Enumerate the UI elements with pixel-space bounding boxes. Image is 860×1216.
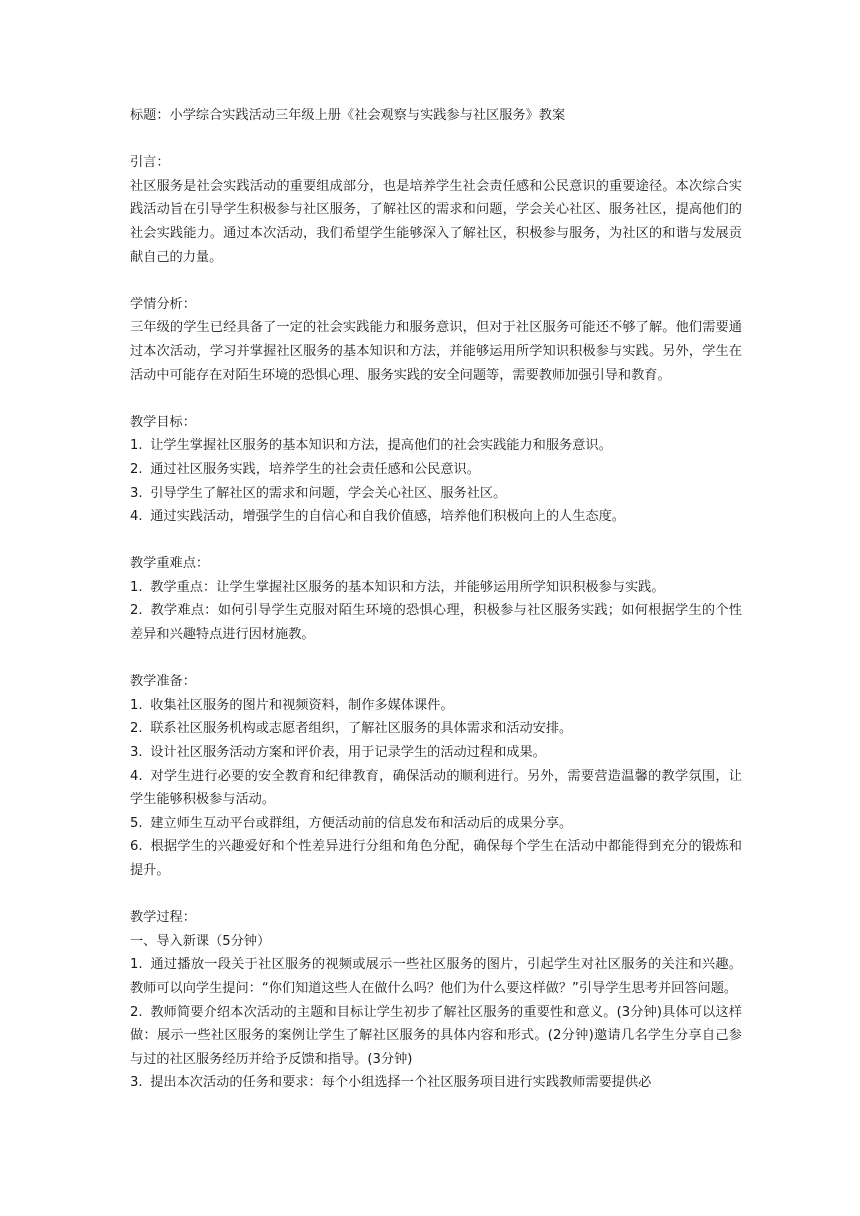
item-number: 2. xyxy=(130,461,143,477)
item-text: 对学生进行必要的安全教育和纪律教育，确保活动的顺利进行。另外，需要营造温馨的教学氛围，让学生能够积极参与活动。 xyxy=(130,768,742,808)
item-number: 2. xyxy=(130,603,143,619)
item-text: 收集社区服务的图片和视频资料，制作多媒体课件。 xyxy=(150,697,454,713)
item-text: 通过播放一段关于社区服务的视频或展示一些社区服务的图片，引起学生对社区服务的关注和兴趣。教师可以向学生提问：“你们知道这些人在做什么吗？他们为什么要这样做？”引导学生思考并回答问题。 xyxy=(130,957,742,996)
item-number: 3. xyxy=(130,485,143,501)
item-text: 根据学生的兴趣爱好和个性差异进行分组和角色分配，确保每个学生在活动中都能得到充分的锻炼和提升。 xyxy=(130,839,742,878)
goals-section xyxy=(130,411,742,529)
keypoints-section xyxy=(130,552,742,646)
list-item xyxy=(130,953,742,1000)
item-text: 提出本次活动的任务和要求：每个小组选择一个社区服务项目进行实践教师需要提供必 xyxy=(150,1075,652,1091)
list-item xyxy=(130,812,742,836)
item-text: 引导学生了解社区的需求和问题，学会关心社区、服务社区。 xyxy=(150,485,507,501)
item-text: 教学重点：让学生掌握社区服务的基本知识和方法，并能够运用所学知识积极参与实践。 xyxy=(150,579,665,595)
item-number: 1. xyxy=(130,438,143,454)
item-number: 4. xyxy=(130,509,143,525)
item-number: 5. xyxy=(130,815,143,831)
process-subheading: 一、导入新课（5分钟） xyxy=(130,933,271,949)
item-number: 1. xyxy=(130,579,143,595)
process-list xyxy=(130,953,742,1095)
intro-heading: 引言： xyxy=(130,155,170,171)
item-number: 4. xyxy=(130,768,143,784)
item-number: 1. xyxy=(130,957,143,973)
list-item xyxy=(130,835,742,882)
item-text: 让学生掌握社区服务的基本知识和方法，提高他们的社会实践能力和服务意识。 xyxy=(150,438,612,454)
analysis-heading: 学情分析： xyxy=(130,296,196,312)
process-heading: 教学过程： xyxy=(130,910,196,926)
item-text: 教师简要介绍本次活动的主题和目标让学生初步了解社区服务的重要性和意义。(3分钟)具体可以这样做：展示一些社区服务的案例让学生了解社区服务的具体内容和形式。(2分钟)邀请几名学生分享自己参与过的社区服务经历并给予反馈和指导。(3分钟) xyxy=(130,1004,742,1067)
item-text: 建立师生互动平台或群组，方便活动前的信息发布和活动后的成果分享。 xyxy=(150,815,573,831)
item-number: 2. xyxy=(130,721,143,737)
analysis-paragraph: 三年级的学生已经具备了一定的社会实践能力和服务意识，但对于社区服务可能还不够了解。他们需要通过本次活动，学习并掌握社区服务的基本知识和方法，并能够运用所学知识积极参与实践。另外，学生在活动中可能存在对陌生环境的恐惧心理、服务实践的安全问题等，需要教师加强引导和教育。 xyxy=(130,320,742,383)
item-number: 6. xyxy=(130,839,143,855)
item-text: 设计社区服务活动方案和评价表，用于记录学生的活动过程和成果。 xyxy=(150,745,546,761)
keypoints-list xyxy=(130,576,742,647)
preparation-list xyxy=(130,694,742,883)
analysis-section xyxy=(130,293,742,387)
preparation-section xyxy=(130,670,742,882)
list-item xyxy=(130,694,742,718)
list-item xyxy=(130,482,742,506)
goals-list xyxy=(130,434,742,528)
list-item xyxy=(130,599,742,646)
list-item xyxy=(130,1001,742,1072)
item-text: 联系社区服务机构或志愿者组织，了解社区服务的具体需求和活动安排。 xyxy=(150,721,573,737)
list-item xyxy=(130,765,742,812)
list-item xyxy=(130,458,742,482)
item-text: 通过社区服务实践，培养学生的社会责任感和公民意识。 xyxy=(150,461,480,477)
goals-heading: 教学目标： xyxy=(130,414,196,430)
preparation-heading: 教学准备： xyxy=(130,674,196,690)
intro-section xyxy=(130,151,742,269)
keypoints-heading: 教学重难点： xyxy=(130,556,210,572)
list-item xyxy=(130,434,742,458)
list-item xyxy=(130,717,742,741)
item-text: 通过实践活动，增强学生的自信心和自我价值感，培养他们积极向上的人生态度。 xyxy=(150,509,625,525)
intro-paragraph: 社区服务是社会实践活动的重要组成部分，也是培养学生社会责任感和公民意识的重要途径。本次综合实践活动旨在引导学生积极参与社区服务，了解社区的需求和问题，学会关心社区、服务社区，提高他们的社会实践能力。通过本次活动，我们希望学生能够深入了解社区，积极参与服务，为社区的和谐与发展贡献自己的力量。 xyxy=(130,178,742,265)
item-number: 1. xyxy=(130,697,143,713)
item-text: 教学难点：如何引导学生克服对陌生环境的恐惧心理，积极参与社区服务实践；如何根据学生的个性差异和兴趣特点进行因材施教。 xyxy=(130,603,742,643)
list-item xyxy=(130,576,742,600)
item-number: 2. xyxy=(130,1004,143,1020)
item-number: 3. xyxy=(130,745,143,761)
item-number: 3. xyxy=(130,1075,143,1091)
process-section xyxy=(130,906,742,1095)
list-item xyxy=(130,505,742,529)
list-item xyxy=(130,741,742,765)
list-item xyxy=(130,1071,742,1095)
document-title: 标题：小学综合实践活动三年级上册《社会观察与实践参与社区服务》教案 xyxy=(130,108,566,123)
